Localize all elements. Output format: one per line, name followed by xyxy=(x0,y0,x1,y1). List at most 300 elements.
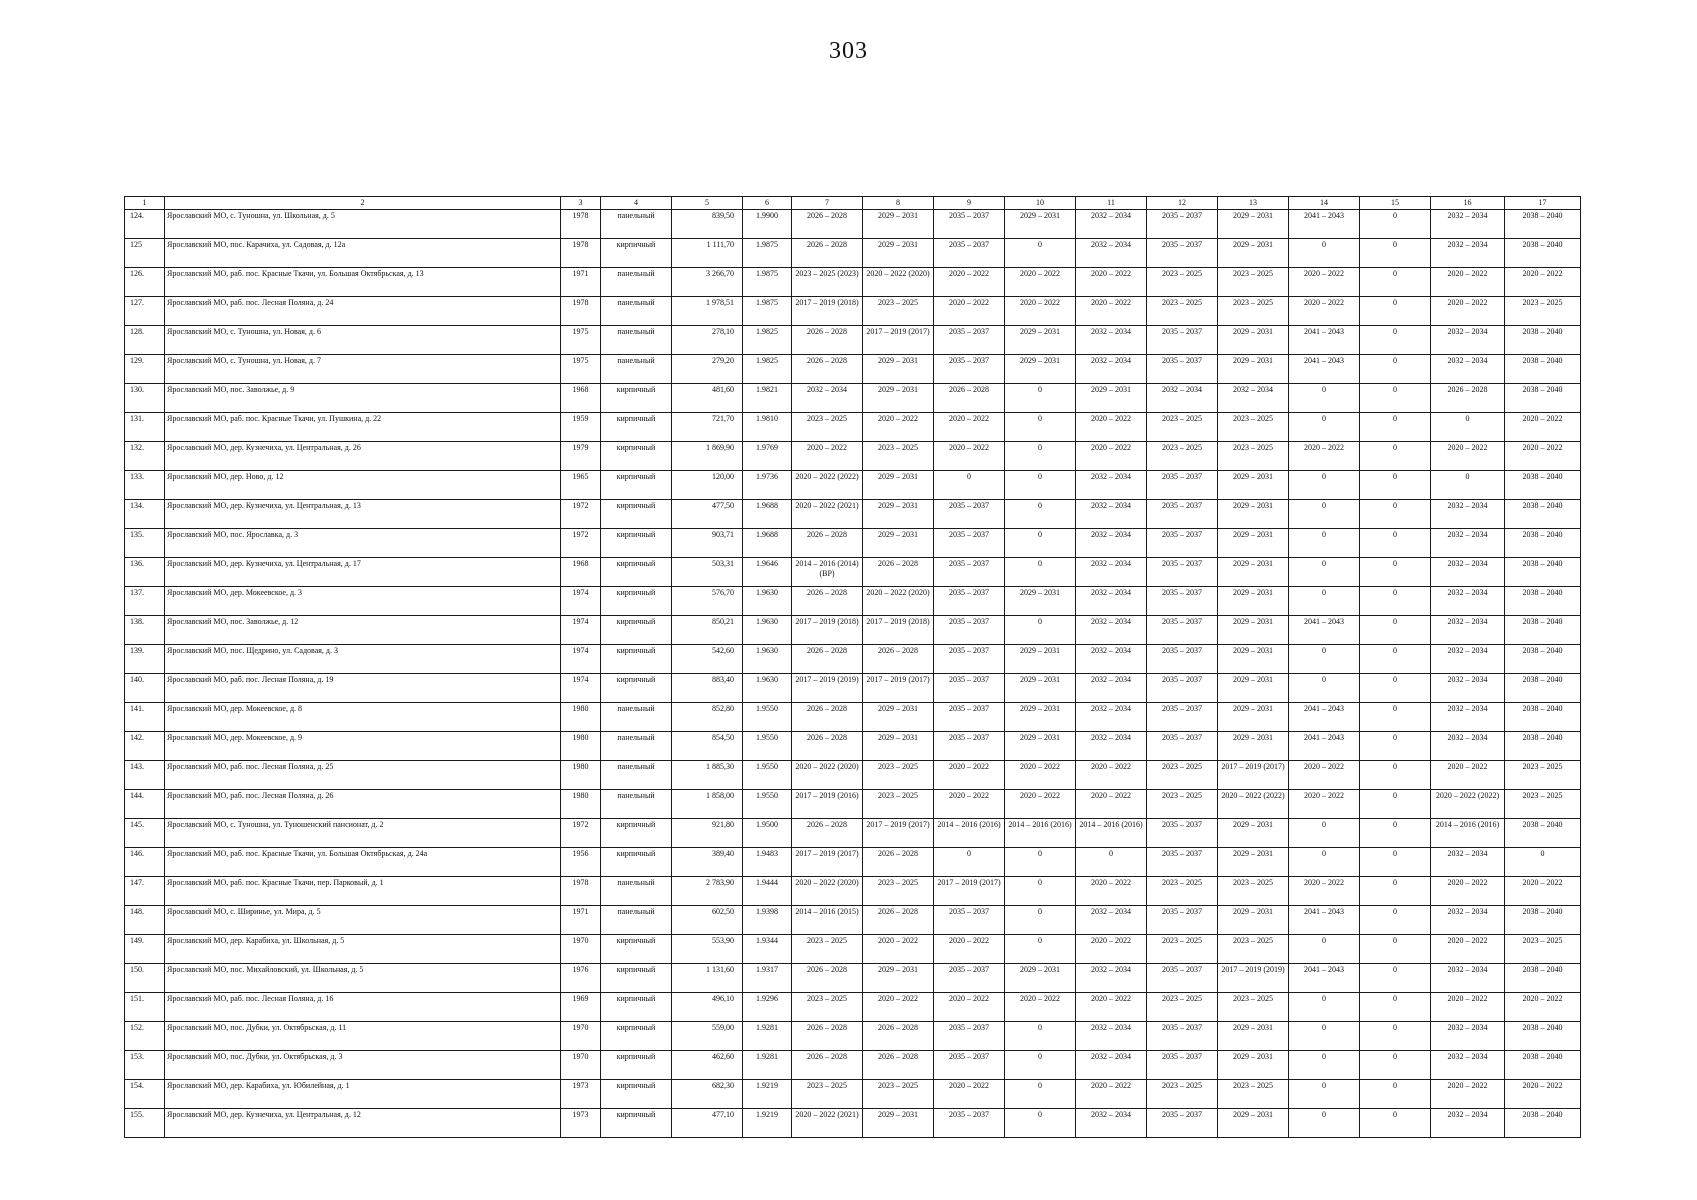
cell-area: 1 131,60 xyxy=(672,964,743,993)
table-row xyxy=(125,703,1581,732)
cell-wall-material: кирпичный xyxy=(601,964,672,993)
table-row xyxy=(125,297,1581,326)
cell-period-col-16: 2020 – 2022 xyxy=(1431,268,1505,297)
cell-period-col-7: 2026 – 2028 xyxy=(792,239,863,268)
cell-period-col-15: 0 xyxy=(1360,935,1431,964)
cell-period-col-13: 2029 – 2031 xyxy=(1218,529,1289,558)
cell-period-col-15: 0 xyxy=(1360,790,1431,819)
cell-period-col-8: 2017 – 2019 (2018) xyxy=(863,616,934,645)
cell-period-col-9: 2020 – 2022 xyxy=(934,413,1005,442)
cell-period-col-9: 2035 – 2037 xyxy=(934,558,1005,587)
cell-period-col-9: 2035 – 2037 xyxy=(934,645,1005,674)
cell-row-index: 132. xyxy=(125,442,165,471)
cell-period-col-17: 2020 – 2022 xyxy=(1505,268,1581,297)
column-number-header: 2 xyxy=(165,197,561,210)
cell-year-built: 1978 xyxy=(561,210,601,239)
cell-rating: 1.9736 xyxy=(743,471,792,500)
cell-rating: 1.9500 xyxy=(743,819,792,848)
cell-row-index: 136. xyxy=(125,558,165,587)
cell-period-col-10: 0 xyxy=(1005,442,1076,471)
cell-period-col-8: 2029 – 2031 xyxy=(863,500,934,529)
cell-period-col-17: 0 xyxy=(1505,848,1581,877)
cell-period-col-11: 2032 – 2034 xyxy=(1076,558,1147,587)
table-row xyxy=(125,819,1581,848)
cell-period-col-17: 2038 – 2040 xyxy=(1505,587,1581,616)
cell-period-col-15: 0 xyxy=(1360,732,1431,761)
cell-period-col-13: 2029 – 2031 xyxy=(1218,1051,1289,1080)
cell-period-col-9: 2035 – 2037 xyxy=(934,1022,1005,1051)
cell-rating: 1.9344 xyxy=(743,935,792,964)
table-row xyxy=(125,964,1581,993)
cell-period-col-14: 2020 – 2022 xyxy=(1289,442,1360,471)
table-header xyxy=(125,197,1581,210)
column-number-header: 7 xyxy=(792,197,863,210)
cell-period-col-14: 0 xyxy=(1289,500,1360,529)
column-number-header: 4 xyxy=(601,197,672,210)
cell-period-col-11: 0 xyxy=(1076,848,1147,877)
cell-period-col-16: 2032 – 2034 xyxy=(1431,355,1505,384)
cell-address: Ярославский МО, раб. пос. Красные Ткачи, ул. Большая Октябрьская, д. 24а xyxy=(165,848,561,877)
cell-period-col-13: 2029 – 2031 xyxy=(1218,210,1289,239)
cell-wall-material: панельный xyxy=(601,877,672,906)
cell-period-col-15: 0 xyxy=(1360,906,1431,935)
cell-address: Ярославский МО, дер. Карабиха, ул. Юбилейная, д. 1 xyxy=(165,1080,561,1109)
cell-period-col-14: 2020 – 2022 xyxy=(1289,790,1360,819)
cell-period-col-14: 0 xyxy=(1289,587,1360,616)
column-number-header: 3 xyxy=(561,197,601,210)
cell-year-built: 1970 xyxy=(561,1022,601,1051)
table-row xyxy=(125,268,1581,297)
cell-wall-material: кирпичный xyxy=(601,471,672,500)
cell-address: Ярославский МО, с. Ширинье, ул. Мира, д. 5 xyxy=(165,906,561,935)
cell-period-col-7: 2026 – 2028 xyxy=(792,1051,863,1080)
cell-period-col-10: 2029 – 2031 xyxy=(1005,674,1076,703)
cell-period-col-11: 2032 – 2034 xyxy=(1076,674,1147,703)
cell-period-col-12: 2035 – 2037 xyxy=(1147,674,1218,703)
cell-rating: 1.9646 xyxy=(743,558,792,587)
cell-rating: 1.9875 xyxy=(743,268,792,297)
cell-area: 883,40 xyxy=(672,674,743,703)
cell-period-col-11: 2020 – 2022 xyxy=(1076,413,1147,442)
housing-registry-table xyxy=(124,196,1581,1138)
cell-row-index: 145. xyxy=(125,819,165,848)
cell-period-col-11: 2032 – 2034 xyxy=(1076,703,1147,732)
cell-year-built: 1968 xyxy=(561,558,601,587)
cell-period-col-10: 2014 – 2016 (2016) xyxy=(1005,819,1076,848)
cell-wall-material: кирпичный xyxy=(601,1109,672,1138)
cell-wall-material: кирпичный xyxy=(601,239,672,268)
table-row xyxy=(125,355,1581,384)
cell-period-col-15: 0 xyxy=(1360,819,1431,848)
cell-period-col-8: 2029 – 2031 xyxy=(863,964,934,993)
cell-period-col-12: 2035 – 2037 xyxy=(1147,703,1218,732)
cell-period-col-12: 2035 – 2037 xyxy=(1147,848,1218,877)
cell-address: Ярославский МО, дер. Кузнечиха, ул. Центральная, д. 26 xyxy=(165,442,561,471)
cell-period-col-7: 2026 – 2028 xyxy=(792,819,863,848)
cell-wall-material: кирпичный xyxy=(601,1080,672,1109)
table-row xyxy=(125,674,1581,703)
cell-period-col-16: 2014 – 2016 (2016) xyxy=(1431,819,1505,848)
cell-address: Ярославский МО, пос. Дубки, ул. Октябрьская, д. 11 xyxy=(165,1022,561,1051)
cell-period-col-9: 2035 – 2037 xyxy=(934,906,1005,935)
cell-period-col-10: 2029 – 2031 xyxy=(1005,645,1076,674)
cell-period-col-17: 2038 – 2040 xyxy=(1505,1022,1581,1051)
column-number-header: 17 xyxy=(1505,197,1581,210)
cell-period-col-14: 2041 – 2043 xyxy=(1289,210,1360,239)
table-row xyxy=(125,790,1581,819)
cell-address: Ярославский МО, дер. Мокеевское, д. 9 xyxy=(165,732,561,761)
cell-period-col-16: 2020 – 2022 xyxy=(1431,935,1505,964)
cell-address: Ярославский МО, с. Туношна, ул. Туношенский пансионат, д. 2 xyxy=(165,819,561,848)
cell-period-col-12: 2035 – 2037 xyxy=(1147,906,1218,935)
cell-rating: 1.9281 xyxy=(743,1051,792,1080)
cell-period-col-13: 2023 – 2025 xyxy=(1218,877,1289,906)
cell-year-built: 1974 xyxy=(561,674,601,703)
cell-period-col-16: 0 xyxy=(1431,413,1505,442)
cell-period-col-9: 2035 – 2037 xyxy=(934,1051,1005,1080)
cell-period-col-15: 0 xyxy=(1360,964,1431,993)
cell-period-col-7: 2026 – 2028 xyxy=(792,355,863,384)
cell-period-col-7: 2026 – 2028 xyxy=(792,1022,863,1051)
cell-address: Ярославский МО, раб. пос. Лесная Поляна, д. 26 xyxy=(165,790,561,819)
cell-period-col-9: 2035 – 2037 xyxy=(934,587,1005,616)
cell-year-built: 1978 xyxy=(561,239,601,268)
cell-period-col-14: 2041 – 2043 xyxy=(1289,964,1360,993)
cell-period-col-11: 2032 – 2034 xyxy=(1076,326,1147,355)
cell-period-col-14: 2041 – 2043 xyxy=(1289,906,1360,935)
cell-period-col-16: 2020 – 2022 (2022) xyxy=(1431,790,1505,819)
cell-period-col-16: 2020 – 2022 xyxy=(1431,297,1505,326)
cell-period-col-13: 2029 – 2031 xyxy=(1218,819,1289,848)
cell-address: Ярославский МО, раб. пос. Красные Ткачи, ул. Большая Октябрьская, д. 13 xyxy=(165,268,561,297)
cell-address: Ярославский МО, раб. пос. Лесная Поляна, д. 25 xyxy=(165,761,561,790)
cell-rating: 1.9825 xyxy=(743,355,792,384)
cell-period-col-11: 2029 – 2031 xyxy=(1076,384,1147,413)
cell-period-col-11: 2032 – 2034 xyxy=(1076,906,1147,935)
cell-period-col-11: 2032 – 2034 xyxy=(1076,616,1147,645)
cell-period-col-11: 2032 – 2034 xyxy=(1076,471,1147,500)
cell-rating: 1.9875 xyxy=(743,239,792,268)
cell-address: Ярославский МО, пос. Михайловский, ул. Школьная, д. 5 xyxy=(165,964,561,993)
cell-period-col-9: 2020 – 2022 xyxy=(934,993,1005,1022)
cell-period-col-11: 2020 – 2022 xyxy=(1076,442,1147,471)
cell-period-col-8: 2023 – 2025 xyxy=(863,297,934,326)
cell-period-col-10: 0 xyxy=(1005,1051,1076,1080)
cell-period-col-7: 2017 – 2019 (2016) xyxy=(792,790,863,819)
cell-period-col-15: 0 xyxy=(1360,616,1431,645)
table-body xyxy=(125,210,1581,1138)
cell-period-col-16: 2032 – 2034 xyxy=(1431,674,1505,703)
cell-period-col-17: 2038 – 2040 xyxy=(1505,906,1581,935)
cell-rating: 1.9398 xyxy=(743,906,792,935)
cell-wall-material: панельный xyxy=(601,761,672,790)
cell-area: 602,50 xyxy=(672,906,743,935)
cell-period-col-11: 2020 – 2022 xyxy=(1076,935,1147,964)
cell-rating: 1.9550 xyxy=(743,790,792,819)
cell-period-col-14: 0 xyxy=(1289,993,1360,1022)
table-row xyxy=(125,558,1581,587)
cell-period-col-17: 2038 – 2040 xyxy=(1505,210,1581,239)
cell-area: 462,60 xyxy=(672,1051,743,1080)
cell-rating: 1.9550 xyxy=(743,761,792,790)
cell-period-col-7: 2017 – 2019 (2017) xyxy=(792,848,863,877)
cell-period-col-8: 2017 – 2019 (2017) xyxy=(863,674,934,703)
cell-address: Ярославский МО, дер. Кузнечиха, ул. Центральная, д. 12 xyxy=(165,1109,561,1138)
cell-period-col-15: 0 xyxy=(1360,1109,1431,1138)
cell-address: Ярославский МО, дер. Кузнечиха, ул. Центральная, д. 17 xyxy=(165,558,561,587)
cell-period-col-7: 2026 – 2028 xyxy=(792,964,863,993)
cell-period-col-16: 2032 – 2034 xyxy=(1431,326,1505,355)
cell-period-col-16: 2032 – 2034 xyxy=(1431,1022,1505,1051)
cell-area: 839,50 xyxy=(672,210,743,239)
cell-row-index: 144. xyxy=(125,790,165,819)
cell-period-col-12: 2023 – 2025 xyxy=(1147,993,1218,1022)
cell-period-col-7: 2023 – 2025 xyxy=(792,413,863,442)
cell-period-col-12: 2023 – 2025 xyxy=(1147,935,1218,964)
cell-period-col-17: 2023 – 2025 xyxy=(1505,761,1581,790)
page-number: 303 xyxy=(829,38,868,64)
cell-period-col-7: 2020 – 2022 (2022) xyxy=(792,471,863,500)
cell-year-built: 1971 xyxy=(561,906,601,935)
cell-year-built: 1980 xyxy=(561,761,601,790)
cell-period-col-8: 2029 – 2031 xyxy=(863,471,934,500)
cell-wall-material: кирпичный xyxy=(601,674,672,703)
cell-row-index: 131. xyxy=(125,413,165,442)
cell-address: Ярославский МО, с. Туношна, ул. Новая, д. 6 xyxy=(165,326,561,355)
column-number-header: 14 xyxy=(1289,197,1360,210)
cell-rating: 1.9688 xyxy=(743,500,792,529)
cell-period-col-17: 2038 – 2040 xyxy=(1505,616,1581,645)
cell-period-col-10: 2029 – 2031 xyxy=(1005,964,1076,993)
cell-rating: 1.9688 xyxy=(743,529,792,558)
cell-period-col-17: 2038 – 2040 xyxy=(1505,819,1581,848)
cell-address: Ярославский МО, пос. Ярославка, д. 3 xyxy=(165,529,561,558)
cell-address: Ярославский МО, раб. пос. Красные Ткачи, пер. Парковый, д. 1 xyxy=(165,877,561,906)
cell-period-col-17: 2038 – 2040 xyxy=(1505,732,1581,761)
cell-period-col-12: 2035 – 2037 xyxy=(1147,355,1218,384)
cell-period-col-7: 2032 – 2034 xyxy=(792,384,863,413)
cell-period-col-15: 0 xyxy=(1360,877,1431,906)
cell-period-col-7: 2026 – 2028 xyxy=(792,645,863,674)
cell-period-col-9: 2035 – 2037 xyxy=(934,1109,1005,1138)
cell-period-col-8: 2020 – 2022 xyxy=(863,993,934,1022)
cell-period-col-9: 2026 – 2028 xyxy=(934,384,1005,413)
cell-period-col-10: 0 xyxy=(1005,1022,1076,1051)
cell-row-index: 142. xyxy=(125,732,165,761)
table-row xyxy=(125,732,1581,761)
cell-period-col-14: 2041 – 2043 xyxy=(1289,703,1360,732)
cell-year-built: 1970 xyxy=(561,935,601,964)
cell-period-col-16: 2020 – 2022 xyxy=(1431,1080,1505,1109)
cell-period-col-16: 2032 – 2034 xyxy=(1431,529,1505,558)
cell-period-col-9: 2035 – 2037 xyxy=(934,616,1005,645)
cell-period-col-9: 0 xyxy=(934,471,1005,500)
cell-row-index: 127. xyxy=(125,297,165,326)
cell-period-col-17: 2020 – 2022 xyxy=(1505,413,1581,442)
cell-period-col-12: 2023 – 2025 xyxy=(1147,790,1218,819)
cell-area: 682,30 xyxy=(672,1080,743,1109)
cell-row-index: 135. xyxy=(125,529,165,558)
cell-period-col-17: 2020 – 2022 xyxy=(1505,993,1581,1022)
cell-wall-material: кирпичный xyxy=(601,1051,672,1080)
cell-row-index: 153. xyxy=(125,1051,165,1080)
cell-period-col-15: 0 xyxy=(1360,1080,1431,1109)
cell-area: 2 783,90 xyxy=(672,877,743,906)
table-row xyxy=(125,210,1581,239)
cell-period-col-8: 2026 – 2028 xyxy=(863,645,934,674)
cell-period-col-7: 2026 – 2028 xyxy=(792,210,863,239)
cell-period-col-14: 0 xyxy=(1289,935,1360,964)
cell-period-col-13: 2029 – 2031 xyxy=(1218,732,1289,761)
cell-address: Ярославский МО, с. Туношна, ул. Школьная, д. 5 xyxy=(165,210,561,239)
cell-year-built: 1969 xyxy=(561,993,601,1022)
cell-rating: 1.9219 xyxy=(743,1080,792,1109)
cell-period-col-16: 2032 – 2034 xyxy=(1431,732,1505,761)
column-number-header: 11 xyxy=(1076,197,1147,210)
cell-row-index: 133. xyxy=(125,471,165,500)
cell-period-col-13: 2029 – 2031 xyxy=(1218,906,1289,935)
cell-period-col-13: 2029 – 2031 xyxy=(1218,326,1289,355)
cell-period-col-9: 2035 – 2037 xyxy=(934,326,1005,355)
cell-row-index: 134. xyxy=(125,500,165,529)
cell-row-index: 149. xyxy=(125,935,165,964)
cell-period-col-7: 2020 – 2022 (2020) xyxy=(792,877,863,906)
cell-period-col-12: 2035 – 2037 xyxy=(1147,529,1218,558)
cell-period-col-8: 2029 – 2031 xyxy=(863,239,934,268)
cell-period-col-15: 0 xyxy=(1360,355,1431,384)
cell-period-col-10: 0 xyxy=(1005,906,1076,935)
cell-period-col-9: 0 xyxy=(934,848,1005,877)
cell-period-col-14: 0 xyxy=(1289,1080,1360,1109)
cell-period-col-10: 0 xyxy=(1005,500,1076,529)
cell-rating: 1.9630 xyxy=(743,645,792,674)
cell-period-col-12: 2023 – 2025 xyxy=(1147,877,1218,906)
cell-address: Ярославский МО, дер. Мокеевское, д. 3 xyxy=(165,587,561,616)
cell-period-col-9: 2035 – 2037 xyxy=(934,239,1005,268)
cell-area: 279,20 xyxy=(672,355,743,384)
cell-rating: 1.9630 xyxy=(743,674,792,703)
cell-address: Ярославский МО, пос. Дубки, ул. Октябрьская, д. 3 xyxy=(165,1051,561,1080)
cell-address: Ярославский МО, дер. Мокеевское, д. 8 xyxy=(165,703,561,732)
cell-period-col-17: 2020 – 2022 xyxy=(1505,1080,1581,1109)
cell-period-col-13: 2029 – 2031 xyxy=(1218,500,1289,529)
cell-period-col-7: 2023 – 2025 xyxy=(792,993,863,1022)
cell-period-col-7: 2014 – 2016 (2015) xyxy=(792,906,863,935)
cell-area: 477,10 xyxy=(672,1109,743,1138)
cell-period-col-8: 2017 – 2019 (2017) xyxy=(863,326,934,355)
cell-period-col-7: 2023 – 2025 (2023) xyxy=(792,268,863,297)
cell-period-col-16: 2032 – 2034 xyxy=(1431,1109,1505,1138)
cell-wall-material: кирпичный xyxy=(601,935,672,964)
cell-period-col-12: 2035 – 2037 xyxy=(1147,1051,1218,1080)
cell-period-col-8: 2026 – 2028 xyxy=(863,1022,934,1051)
cell-rating: 1.9296 xyxy=(743,993,792,1022)
cell-period-col-7: 2023 – 2025 xyxy=(792,935,863,964)
cell-address: Ярославский МО, раб. пос. Лесная Поляна, д. 24 xyxy=(165,297,561,326)
table-row xyxy=(125,1051,1581,1080)
cell-period-col-15: 0 xyxy=(1360,413,1431,442)
cell-period-col-11: 2032 – 2034 xyxy=(1076,210,1147,239)
cell-period-col-11: 2032 – 2034 xyxy=(1076,1109,1147,1138)
column-number-header: 6 xyxy=(743,197,792,210)
cell-period-col-8: 2017 – 2019 (2017) xyxy=(863,819,934,848)
cell-area: 3 266,70 xyxy=(672,268,743,297)
cell-period-col-9: 2020 – 2022 xyxy=(934,761,1005,790)
cell-wall-material: кирпичный xyxy=(601,442,672,471)
cell-wall-material: панельный xyxy=(601,790,672,819)
cell-period-col-8: 2020 – 2022 (2020) xyxy=(863,587,934,616)
cell-period-col-9: 2020 – 2022 xyxy=(934,935,1005,964)
cell-period-col-17: 2038 – 2040 xyxy=(1505,326,1581,355)
cell-period-col-16: 2026 – 2028 xyxy=(1431,384,1505,413)
cell-period-col-15: 0 xyxy=(1360,993,1431,1022)
cell-period-col-10: 0 xyxy=(1005,848,1076,877)
cell-area: 1 111,70 xyxy=(672,239,743,268)
cell-row-index: 129. xyxy=(125,355,165,384)
cell-year-built: 1974 xyxy=(561,645,601,674)
cell-wall-material: кирпичный xyxy=(601,384,672,413)
cell-row-index: 125 xyxy=(125,239,165,268)
column-number-header: 9 xyxy=(934,197,1005,210)
cell-period-col-12: 2023 – 2025 xyxy=(1147,1080,1218,1109)
cell-period-col-14: 2041 – 2043 xyxy=(1289,616,1360,645)
table-row xyxy=(125,384,1581,413)
cell-period-col-11: 2020 – 2022 xyxy=(1076,297,1147,326)
cell-period-col-13: 2029 – 2031 xyxy=(1218,1109,1289,1138)
cell-period-col-12: 2035 – 2037 xyxy=(1147,732,1218,761)
cell-wall-material: панельный xyxy=(601,210,672,239)
column-number-header: 12 xyxy=(1147,197,1218,210)
cell-period-col-17: 2038 – 2040 xyxy=(1505,355,1581,384)
cell-period-col-17: 2038 – 2040 xyxy=(1505,239,1581,268)
cell-period-col-7: 2026 – 2028 xyxy=(792,703,863,732)
cell-wall-material: кирпичный xyxy=(601,500,672,529)
table-row xyxy=(125,761,1581,790)
cell-wall-material: панельный xyxy=(601,268,672,297)
cell-period-col-7: 2017 – 2019 (2018) xyxy=(792,616,863,645)
table-row xyxy=(125,645,1581,674)
cell-period-col-9: 2020 – 2022 xyxy=(934,1080,1005,1109)
cell-period-col-17: 2038 – 2040 xyxy=(1505,964,1581,993)
cell-area: 850,21 xyxy=(672,616,743,645)
cell-period-col-16: 2020 – 2022 xyxy=(1431,993,1505,1022)
cell-period-col-9: 2014 – 2016 (2016) xyxy=(934,819,1005,848)
cell-period-col-10: 0 xyxy=(1005,471,1076,500)
cell-row-index: 139. xyxy=(125,645,165,674)
cell-row-index: 155. xyxy=(125,1109,165,1138)
cell-period-col-16: 2032 – 2034 xyxy=(1431,558,1505,587)
cell-period-col-16: 2032 – 2034 xyxy=(1431,703,1505,732)
cell-period-col-14: 0 xyxy=(1289,1109,1360,1138)
cell-year-built: 1972 xyxy=(561,529,601,558)
cell-period-col-8: 2020 – 2022 xyxy=(863,413,934,442)
column-number-row xyxy=(125,197,1581,210)
cell-period-col-8: 2023 – 2025 xyxy=(863,877,934,906)
cell-period-col-17: 2038 – 2040 xyxy=(1505,500,1581,529)
cell-row-index: 124. xyxy=(125,210,165,239)
cell-period-col-12: 2035 – 2037 xyxy=(1147,1022,1218,1051)
cell-period-col-8: 2029 – 2031 xyxy=(863,529,934,558)
cell-year-built: 1980 xyxy=(561,732,601,761)
table-row xyxy=(125,529,1581,558)
cell-period-col-15: 0 xyxy=(1360,384,1431,413)
cell-period-col-7: 2020 – 2022 xyxy=(792,442,863,471)
cell-period-col-10: 0 xyxy=(1005,413,1076,442)
cell-area: 553,90 xyxy=(672,935,743,964)
cell-period-col-13: 2029 – 2031 xyxy=(1218,355,1289,384)
cell-period-col-13: 2023 – 2025 xyxy=(1218,413,1289,442)
cell-period-col-8: 2023 – 2025 xyxy=(863,442,934,471)
